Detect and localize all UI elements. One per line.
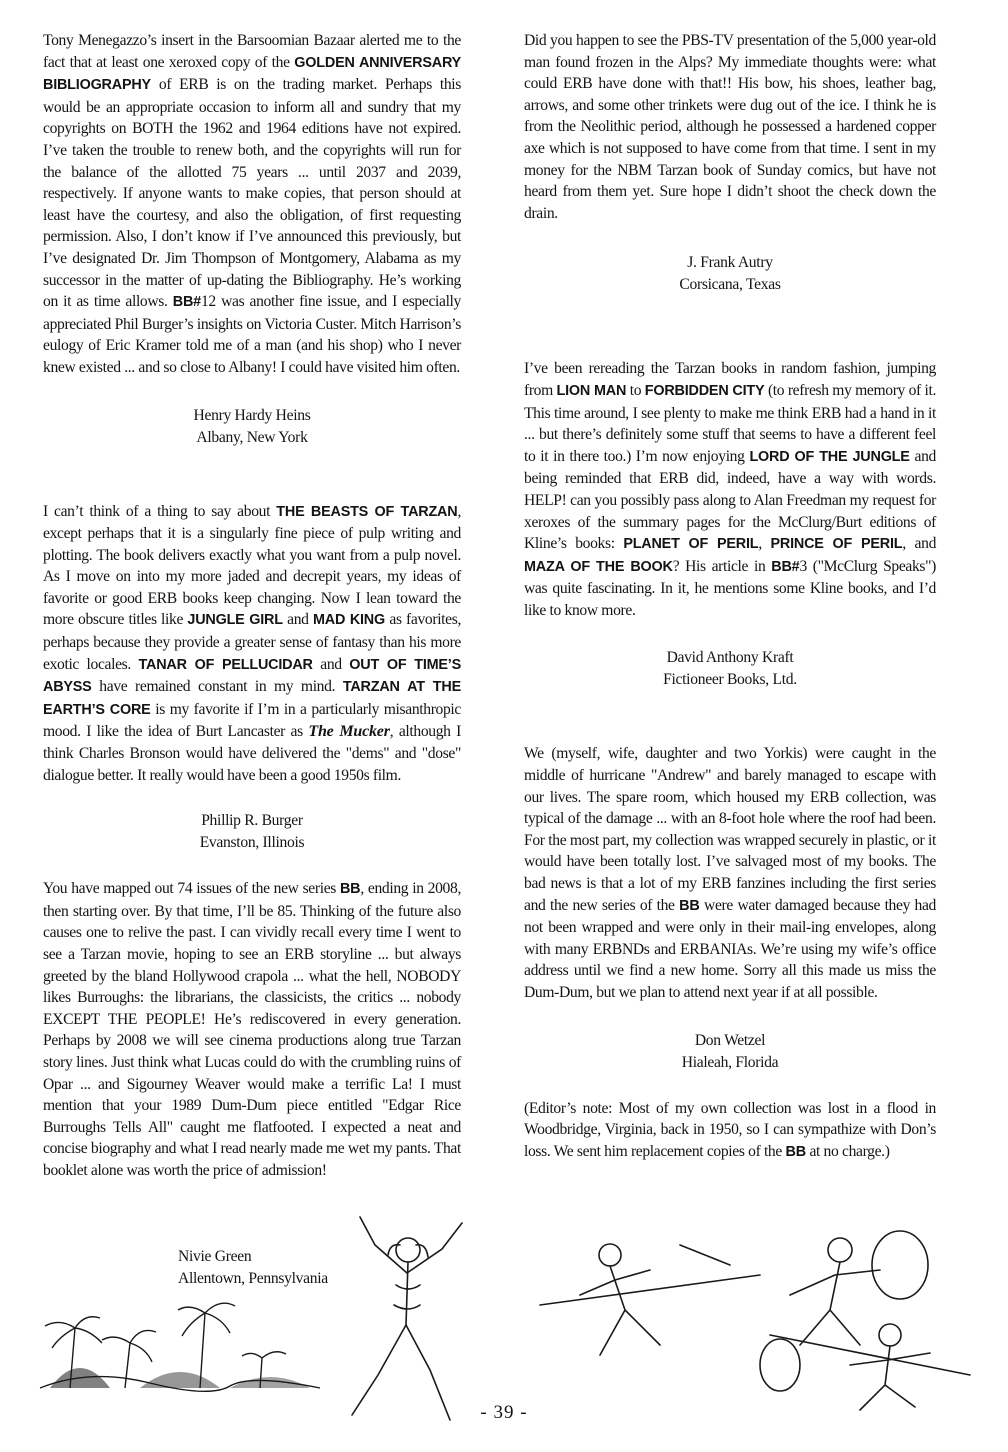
signature-name: Phillip R. Burger	[201, 812, 303, 830]
letter-autry	[524, 30, 936, 224]
right-column	[524, 30, 936, 1163]
letter-body: I can’t think of a thing to say about THE BEASTS OF TARZAN, except perhaps that it is a singularly fine piece of pulp writing and plotting. The book delivers exactly what you want from a pulp novel. As I move on into my more jaded and decrepit years, my ideas of favorite or good ERB books keep changing. Now I lean toward the more obscure titles like JUNGLE GIRL and MAD KING as favorites, perhaps because they provide a greater sense of fantasy than his more exotic locales. TANAR OF PELLUCIDAR and OUT OF TIME’S ABYSS have remained constant in my mind. TARZAN AT THE EARTH’S CORE is my favorite if I’m in a particularly misanthropic mood. I like the idea of Burt Lancaster as The Mucker, although I think Charles Bronson would have delivered the "dems" and "dose" dialogue better. It really would have been a good 1950s film.	[43, 502, 462, 784]
signature	[524, 1030, 936, 1074]
signature	[43, 810, 461, 854]
letter-heins	[43, 30, 461, 379]
signature-place: Hialeah, Florida	[681, 1053, 779, 1071]
page-number: - 39 -	[480, 1402, 528, 1423]
signature-place: Evanston, Illinois	[199, 834, 305, 852]
signature-place: Fictioneer Books, Ltd.	[663, 671, 797, 689]
signature	[524, 647, 936, 691]
letter-body: We (myself, wife, daughter and two Yorkis) were caught in the middle of hurricane "Andrew" and barely managed to escape with our lives. The spare room, which housed my ERB collection, was typical of the damage ... with an 8-foot hole where the roof had been. For the most part, my collection was wrapped securely in plastic, or it would have been totally lost. I’ve salvaged most of my books. The bad news is that a lot of my ERB fanzines including the first series and the new series of the BB were water damaged because they had not been wrapped and were only in their mail-ing envelopes, along with many ERBNDs and ERBANIAs. We’re using my wife’s office address until we find a new home. Sorry all this made us miss the Dum-Dum, but we plan to attend next year if at all possible.	[524, 745, 936, 1001]
editor-note-body: (Editor’s note: Most of my own collection was lost in a flood in Woodbridge, Virginia, back in 1950, so I can sympathize with Don’s loss. We sent him replacement copies of the BB at no charge.)	[524, 1099, 936, 1160]
signature-name: J. Frank Autry	[687, 254, 773, 272]
letter-body: You have mapped out 74 issues of the new series BB, ending in 2008, then starting over. By that time, I’ll be 85. Thinking of the future also causes one to relive the past. I can vividly recall every time I went to see a Tarzan movie, hoping to see an ERB storyline ... but always greeted by the bland Hollywood crapola ... what the hell, NOBODY likes Burroughs: the librarians, the classicists, the critics ... nobody EXCEPT THE PEOPLE! He’s rediscovered in every generation. Perhaps by 2008 we will see cinema productions along true Tarzan story lines. Just think what Lucas could do with the crumbling ruins of Opar ... and Sigourney Weaver would make a terrific La! I must mention that your 1989 Dum-Dum piece entitled "Edgar Rice Burroughs Tells All" caught me flatfooted. I expected a neat and concise biography and what I read nearly made me wet my pants. That booklet alone was worth the price of admission!	[43, 880, 461, 1179]
warriors-illustration	[530, 1215, 980, 1415]
signature-name: David Anthony Kraft	[666, 649, 794, 667]
signature-name: Nivie Green	[178, 1248, 252, 1265]
signature	[43, 405, 461, 449]
signature	[524, 252, 936, 296]
letter-body: I’ve been rereading the Tarzan books in random fashion, jumping from LION MAN to FORBIDDEN CITY (to refresh my memory of it. This time around, I see plenty to make me think ERB had a hand in it ... but there’s definitely some stuff that seems to have a different feel to it in there too.) I’m now enjoying LORD OF THE JUNGLE and being reminded that ERB did, indeed, have a way with words. HELP! can you possibly pass along to Alan Freedman my request for xeroxes of the summary pages for the McClurg/Burt editions of Kline’s books: PLANET OF PERIL, PRINCE OF PERIL, and MAZA OF THE BOOK? His article in BB#3 ("McClurg Speaks") was quite fascinating. In it, he mentions some Kline books, and I’d like to know more.	[524, 360, 937, 619]
letter-body: Tony Menegazzo’s insert in the Barsoomian Bazaar alerted me to the fact that at least one xeroxed copy of the GOLDEN ANNIVERSARY BIBLIOGRAPHY of ERB is on the trading market. Perhaps this would be an appropriate occasion to inform all and sundry that my copyrights on BOTH the 1962 and 1964 editions have not expired. I’ve taken the trouble to renew both, and the copyrights will run for the balance of the allotted 75 years ... until 2037 and 2039, respectively. If anyone wants to make copies, that person should at least have the courtesy, and also the obligation, of first requesting permission. Also, I don’t know if I’ve announced this previously, but I’ve designated Dr. Jim Thompson of Montgomery, Alabama as my successor in the matter of up-dating the Bibliography. He’s working on it as time allows. BB#12 was another fine issue, and I especially appreciated Phil Burger’s insights on Victoria Custer. Mitch Harrison’s eulogy of Eric Kramer told me of a man (and his shop) who I never knew existed ... and so close to Albany! I could have visited him often.	[43, 32, 461, 376]
signature-place: Albany, New York	[196, 428, 308, 446]
letter-burger	[43, 501, 461, 787]
signature-green	[178, 1246, 328, 1290]
jungle-illustration	[30, 1288, 330, 1398]
letter-kraft	[524, 358, 936, 621]
left-column	[43, 30, 461, 1182]
signature-place: Corsicana, Texas	[679, 276, 781, 294]
letter-wetzel	[524, 743, 936, 1003]
letter-body: Did you happen to see the PBS-TV presentation of the 5,000 year-old man found frozen in the Alps? My immediate thoughts were: what could ERB have done with that!! His bow, his shoes, leather bag, arrows, and some other trinkets were dug out of the ice. I think he is from the Neolithic period, although he possessed a hardened copper axe which is not supposed to have come from that time. I sent in my money for the NBM Tarzan book of Sunday comics, but have not heard from them yet. Sure hope I didn’t shoot the check down the drain.	[524, 32, 936, 222]
signature-place: Allentown, Pennsylvania	[178, 1270, 328, 1287]
signature-name: Don Wetzel	[694, 1031, 766, 1049]
signature-name: Henry Hardy Heins	[193, 406, 311, 424]
letter-green	[43, 878, 461, 1181]
editor-note	[524, 1098, 936, 1164]
